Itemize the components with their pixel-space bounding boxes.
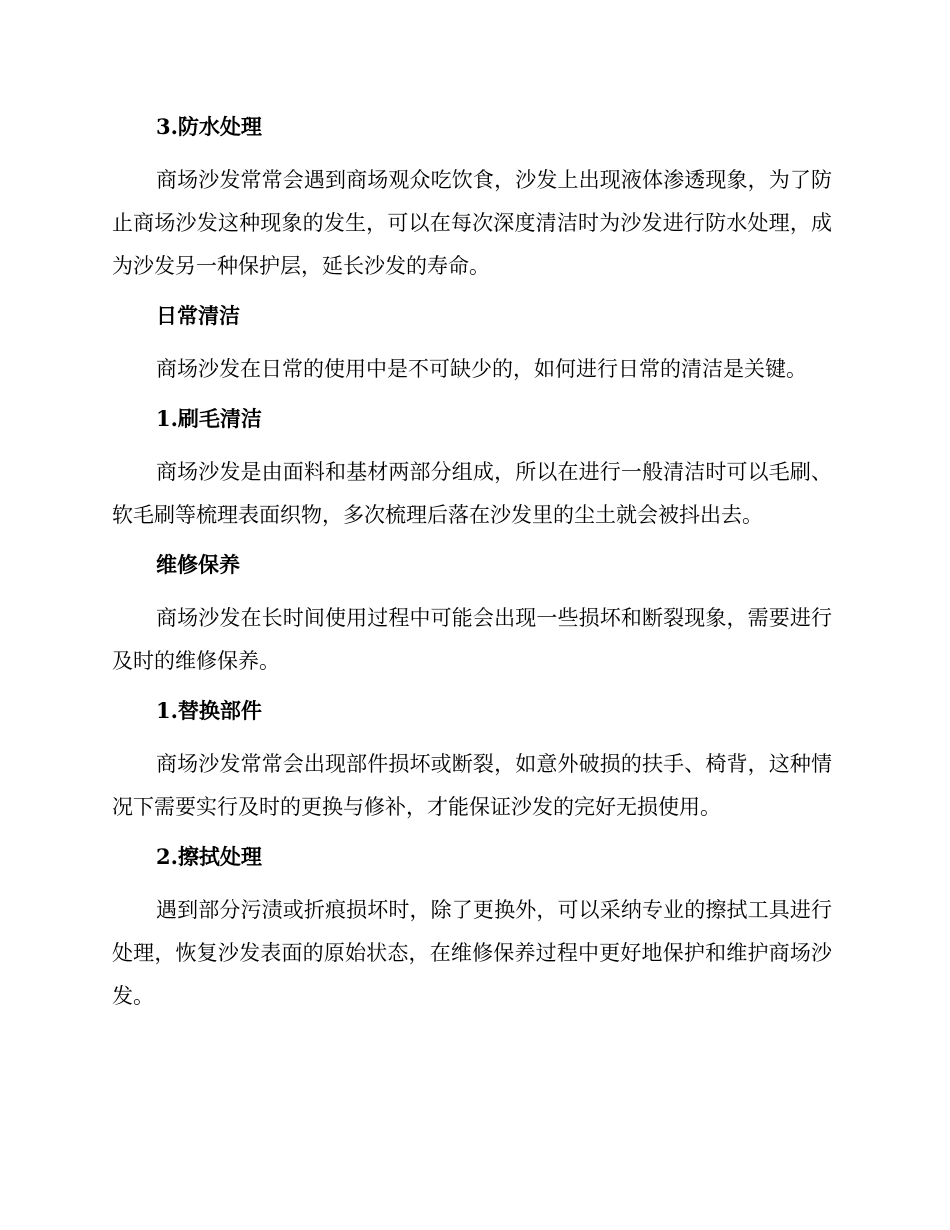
- section-heading-maintenance: 维修保养: [156, 552, 240, 577]
- document-body: [112, 108, 832, 1027]
- section-heading-daily-cleaning: 日常清洁: [156, 303, 240, 328]
- paragraph-replace-parts: 商场沙发常常会出现部件损坏或断裂，如意外破损的扶手、椅背，这种情况下需要实行及时的更换与修补，才能保证沙发的完好无损使用。: [112, 752, 832, 819]
- paragraph-daily-cleaning: 商场沙发在日常的使用中是不可缺少的，如何进行日常的清洁是关键。: [156, 357, 807, 381]
- section-heading-wiping: 2.擦拭处理: [156, 844, 262, 869]
- section-heading-replace-parts: 1.替换部件: [156, 698, 262, 723]
- section-heading-brush-cleaning: 1.刷毛清洁: [156, 406, 262, 431]
- paragraph-waterproofing: 商场沙发常常会遇到商场观众吃饮食，沙发上出现液体渗透现象，为了防止商场沙发这种现象的发生，可以在每次深度清洁时为沙发进行防水处理，成为沙发另一种保护层，延长沙发的寿命。: [112, 168, 832, 278]
- paragraph-brush-cleaning: 商场沙发是由面料和基材两部分组成，所以在进行一般清洁时可以毛刷、软毛刷等梳理表面织物，多次梳理后落在沙发里的尘土就会被抖出去。: [112, 460, 832, 527]
- paragraph-wiping: 遇到部分污渍或折痕损坏时，除了更换外，可以采纳专业的擦拭工具进行处理，恢复沙发表面的原始状态，在维修保养过程中更好地保护和维护商场沙发。: [112, 898, 832, 1008]
- section-heading-waterproofing: 3.防水处理: [156, 114, 262, 139]
- paragraph-maintenance: 商场沙发在长时间使用过程中可能会出现一些损坏和断裂现象，需要进行及时的维修保养。: [112, 606, 832, 673]
